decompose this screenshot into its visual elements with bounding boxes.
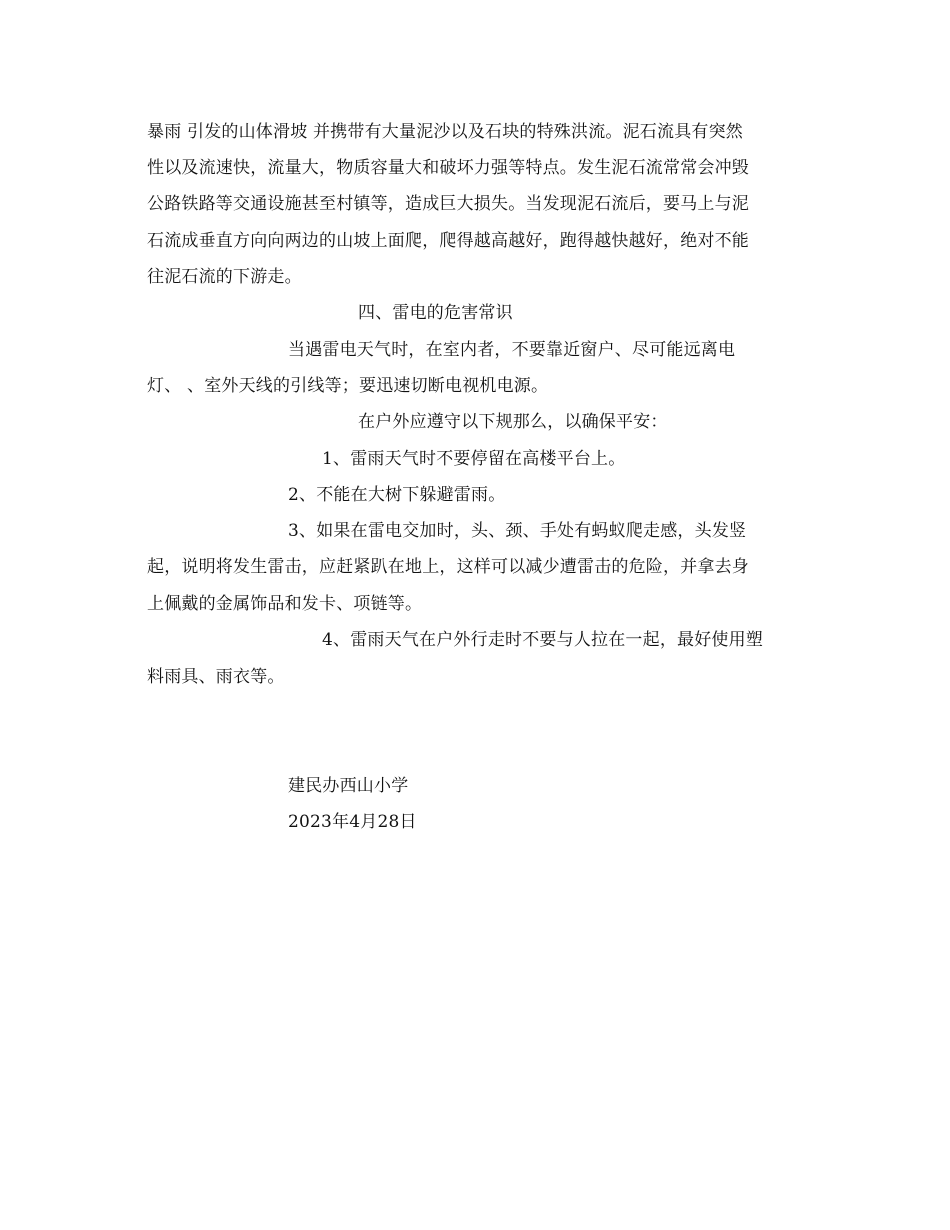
rule-1: 1、雷雨天气时不要停留在高楼平台上。 xyxy=(322,449,626,469)
signature-date: 2023年4月28日 xyxy=(288,812,417,832)
indoor-line-1: 当遇雷电天气时，在室内者，不要靠近窗户、尽可能远离电 xyxy=(288,340,736,360)
rule-3-line-1: 3、如果在雷电交加时，头、颈、手处有蚂蚁爬走感，头发竖 xyxy=(288,521,747,541)
signature-school: 建民办西山小学 xyxy=(288,776,409,796)
section-heading: 四、雷电的危害常识 xyxy=(358,303,513,323)
flood-line-4: 石流成垂直方向向两边的山坡上面爬，爬得越高越好，跑得越快越好，绝对不能 xyxy=(147,231,749,251)
flood-line-1: 暴雨 引发的山体滑坡 并携带有大量泥沙以及石块的特殊洪流。泥石流具有突然 xyxy=(147,122,744,142)
outdoor-intro: 在户外应遵守以下规那么，以确保平安： xyxy=(358,412,668,432)
rule-2: 2、不能在大树下躲避雷雨。 xyxy=(288,485,506,505)
flood-line-3: 公路铁路等交通设施甚至村镇等，造成巨大损失。当发现泥石流后，要马上与泥 xyxy=(147,194,749,214)
rule-4-line-2: 料雨具、雨衣等。 xyxy=(147,667,285,687)
rule-3-line-2: 起，说明将发生雷击，应赶紧趴在地上，这样可以减少遭雷击的危险，并拿去身 xyxy=(147,557,749,577)
flood-line-5: 往泥石流的下游走。 xyxy=(147,267,302,287)
indoor-line-2: 灯、 、室外天线的引线等；要迅速切断电视机电源。 xyxy=(147,376,549,396)
rule-3-line-3: 上佩戴的金属饰品和发卡、项链等。 xyxy=(147,594,423,614)
rule-4-line-1: 4、雷雨天气在户外行走时不要与人拉在一起，最好使用塑 xyxy=(322,630,764,650)
flood-line-2: 性以及流速快，流量大，物质容量大和破坏力强等特点。发生泥石流常常会冲毁 xyxy=(147,158,749,178)
